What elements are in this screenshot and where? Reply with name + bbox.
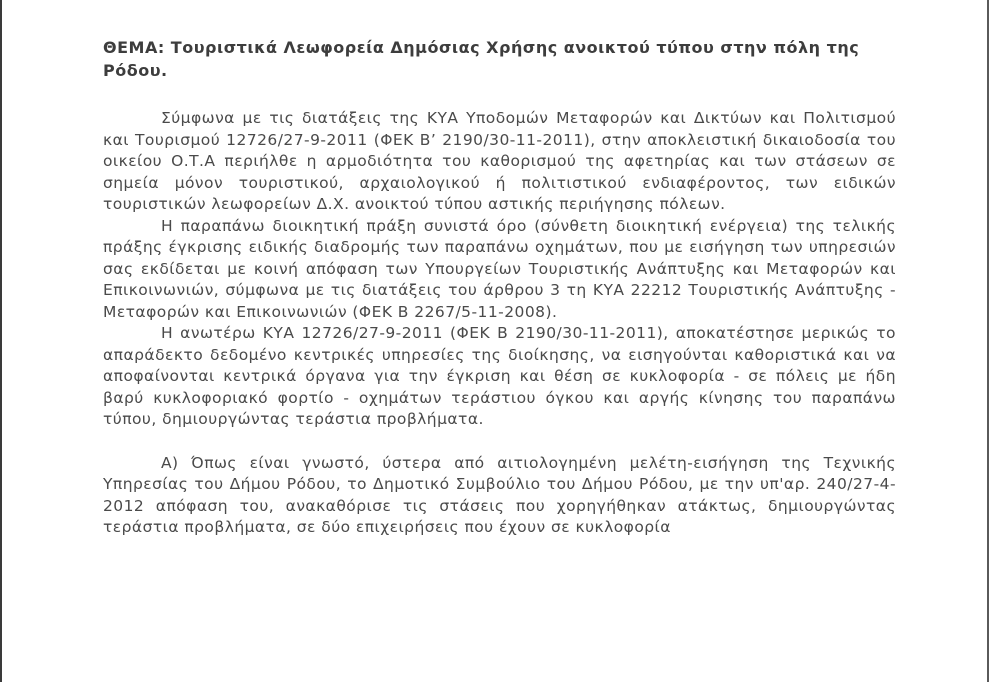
paragraph-4: Α) Όπως είναι γνωστό, ύστερα από αιτιολογημένη μελέτη-εισήγηση της Τεχνικής Υπηρεσίας του Δήμου Ρόδου, το Δημοτικό Συμβούλιο του Δήμου Ρόδου, με την υπ'αρ. 240/27-4-2012 απόφαση του, ανακαθόρισε τις στάσεις που χορηγήθηκαν ατάκτως, δημιουργώντας τεράστια προβλήματα, σε δύο επιχειρήσεις που έχουν σε κυκλοφορία [103,453,896,536]
document-body [103,36,896,539]
paragraph-3: Η ανωτέρω ΚΥΑ 12726/27-9-2011 (ΦΕΚ Β 2190/30-11-2011), αποκατέστησε μερικώς το απαράδεκτο δεδομένο κεντρικές υπηρεσίες της διοίκησης, να εισηγούνται καθοριστικά και να αποφαίνονται κεντρικά όργανα για την έγκριση και θέση σε κυκλοφορία - σε πόλεις με ήδη βαρύ κυκλοφοριακό φορτίο - οχημάτων τεράστιου όγκου και αργής κίνησης του παραπάνω τύπου, δημιουργώντας τεράστια προβλήματα. [103,324,896,428]
paragraph-1: Σύμφωνα με τις διατάξεις της ΚΥΑ Υποδομών Μεταφορών και Δικτύων και Πολιτισμού και Τουρισμού 12726/27-9-2011 (ΦΕΚ Β’ 2190/30-11-2011), στην αποκλειστική δικαιοδοσία του οικείου Ο.Τ.Α περιήλθε η αρμοδιότητα του καθορισμού της αφετηρίας και των στάσεων σε σημεία μόνον τουριστικού, αρχαιολογικού ή πολιτιστικού ενδιαφέροντος, των ειδικών τουριστικών λεωφορείων Δ.Χ. ανοικτού τύπου αστικής περιήγησης πόλεων. [103,109,896,213]
paragraph-2: Η παραπάνω διοικητική πράξη συνιστά όρο (σύνθετη διοικητική ενέργεια) της τελικής πράξης έγκρισης ειδικής διαδρομής των παραπάνω οχημάτων, που με εισήγηση των υπηρεσιών σας εκδίδεται με κοινή απόφαση των Υπουργείων Τουριστικής Ανάπτυξης και Μεταφορών και Επικοινωνιών, σύμφωνα με τις διατάξεις του άρθρου 3 τη ΚΥΑ 22212 Τουριστικής Ανάπτυξης - Μεταφορών και Επικοινωνιών (ΦΕΚ Β 2267/5-11-2008). [103,216,896,321]
page-edge-left [0,0,2,682]
page-edge-right [987,0,989,682]
subject-heading: ΘΕΜΑ: Τουριστικά Λεωφορεία Δημόσιας Χρήσης ανοικτού τύπου στην πόλη της Ρόδου. [103,38,860,80]
